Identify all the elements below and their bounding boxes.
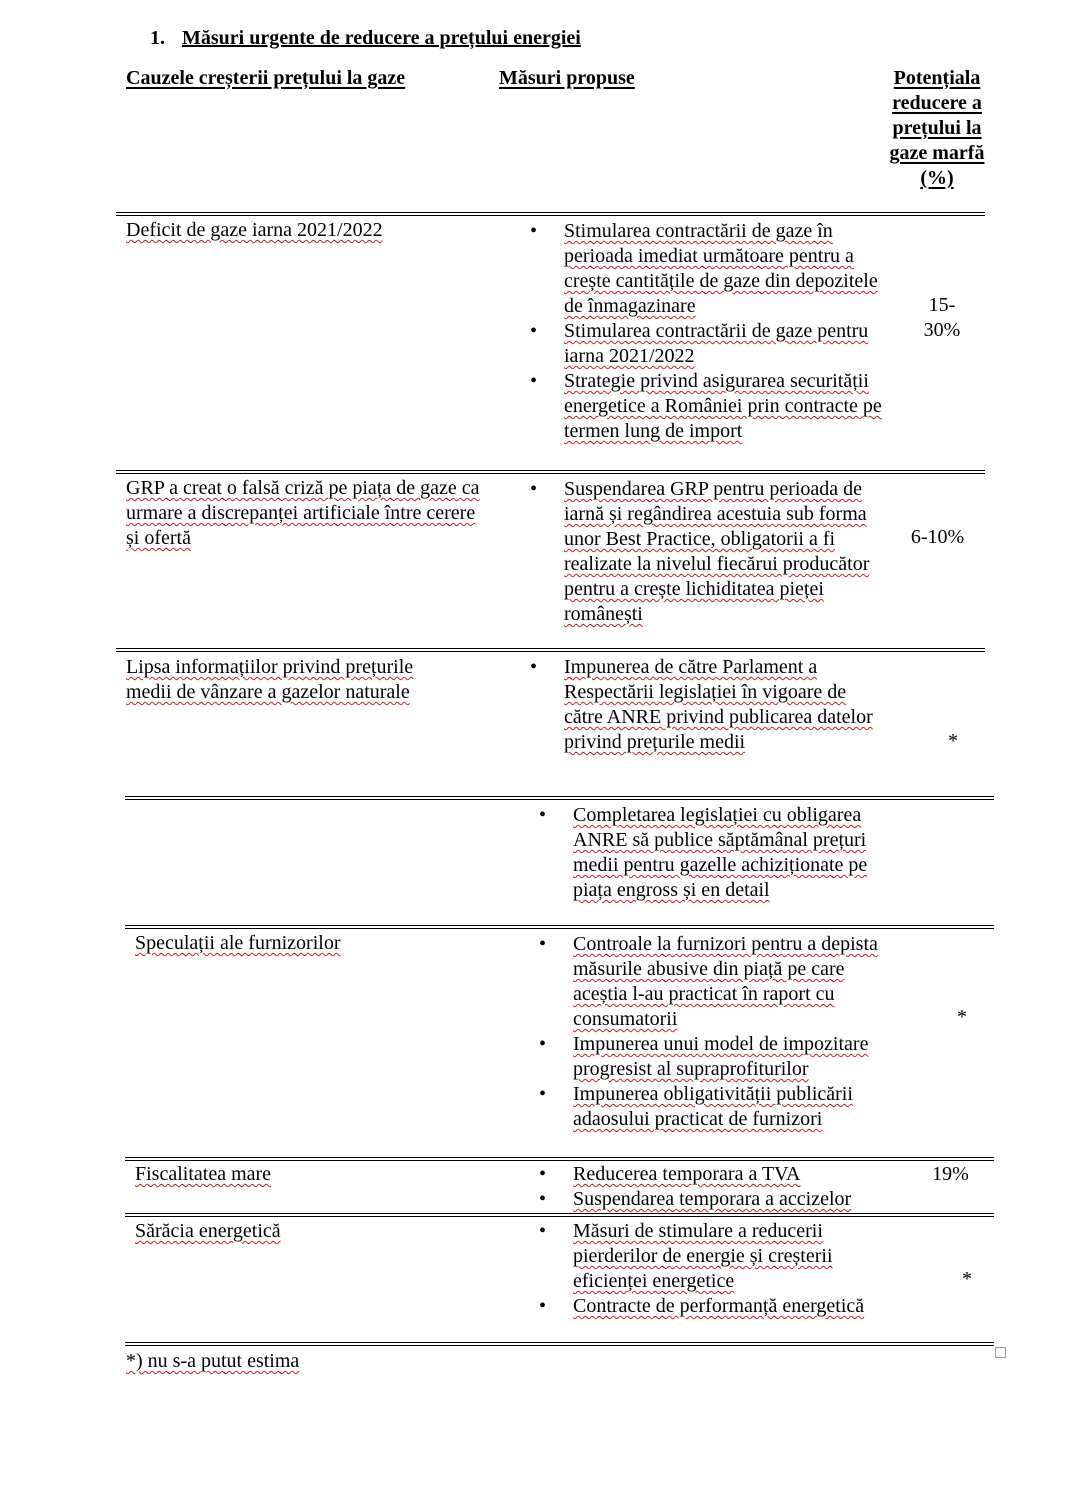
- table-rule: [116, 648, 985, 652]
- measure-item: • Impunerea obligativității publicării adaosului practicat de furnizori: [535, 1082, 885, 1132]
- measure-item: • Măsuri de stimulare a reducerii pierderilor de energie și creșterii eficienței energetice: [535, 1219, 865, 1294]
- potential-cell: *: [962, 1268, 972, 1290]
- measures-list: [526, 655, 881, 755]
- cause-cell: Sărăcia energetică: [135, 1220, 281, 1242]
- potential-cell: 6-10%: [910, 526, 965, 548]
- measure-item: • Reducerea temporara a TVA: [535, 1162, 895, 1187]
- measures-list: [526, 477, 876, 627]
- header-measures: Măsuri propuse: [499, 67, 635, 89]
- cause-cell: Speculații ale furnizorilor: [135, 932, 341, 954]
- measure-item: • Impunerea de către Parlament a Respectării legislației în vigoare de către ANRE privind publicarea datelor privind prețurile medii: [526, 655, 881, 755]
- cause-cell: Lipsa informațiilor privind prețurile medii de vânzare a gazelor naturale: [126, 656, 414, 703]
- cause-cell: GRP a creat o falsă criză pe piața de gaze ca urmare a discrepanței artificiale între cerere și ofertă: [126, 477, 480, 549]
- header-potential: Potențiala reducere a prețului la gaze marfă (%): [889, 67, 985, 189]
- measure-item: • Completarea legislației cu obligarea ANRE să publice săptămânal prețuri medii pentru gazelle achiziționate pe piața engross și en detail: [535, 803, 895, 903]
- measures-list: [535, 1162, 895, 1212]
- header-causes: Cauzele creșterii prețului la gaze: [126, 67, 406, 89]
- section-title: [150, 27, 581, 50]
- measure-item: • Stimularea contractării de gaze pentru iarna 2021/2022: [526, 319, 886, 369]
- table-rule-bottom: [125, 1342, 994, 1346]
- measures-list: [535, 932, 885, 1132]
- measure-item: • Strategie privind asigurarea securității energetice a României prin contracte pe termen lung de import: [526, 369, 886, 444]
- potential-cell: 15-30%: [923, 294, 961, 341]
- potential-cell: 19%: [932, 1163, 969, 1185]
- potential-cell: *: [957, 1006, 967, 1028]
- measures-list: [526, 219, 886, 444]
- measure-item: • Contracte de performanță energetică: [535, 1294, 865, 1319]
- section-title-text: Măsuri urgente de reducere a prețului energiei: [182, 27, 581, 49]
- measure-item: • Stimularea contractării de gaze în perioada imediat următoare pentru a crește cantitățile de gaze din depozitele de înmagazinare: [526, 219, 886, 319]
- cause-cell: Deficit de gaze iarna 2021/2022: [126, 219, 383, 241]
- table-resize-handle[interactable]: [995, 1347, 1006, 1358]
- measures-list: [535, 803, 895, 903]
- table-rule: [125, 1213, 994, 1217]
- measure-item: • Suspendarea GRP pentru perioada de iarnă și regândirea acestuia sub forma unor Best Practice, obligatorii a fi realizate la nivelul fiecărui producător pentru a crește lichiditatea pieței românești: [526, 477, 876, 627]
- footnote: *) nu s-a putut estima: [126, 1350, 300, 1372]
- table-rule: [116, 470, 985, 474]
- measure-item: • Controale la furnizori pentru a depista măsurile abusive din piață pe care aceștia l-au practicat în raport cu consumatorii: [535, 932, 885, 1032]
- table-rule-header: [116, 212, 985, 216]
- measures-list: [535, 1219, 865, 1319]
- section-number: 1.: [150, 27, 165, 49]
- table-rule: [125, 925, 994, 929]
- cause-cell: Fiscalitatea mare: [135, 1163, 272, 1185]
- potential-cell: *: [948, 730, 958, 752]
- measure-item: • Suspendarea temporara a accizelor: [535, 1187, 895, 1212]
- measure-item: • Impunerea unui model de impozitare progresist al supraprofiturilor: [535, 1032, 885, 1082]
- table-rule: [125, 1157, 994, 1161]
- table-rule: [125, 796, 994, 800]
